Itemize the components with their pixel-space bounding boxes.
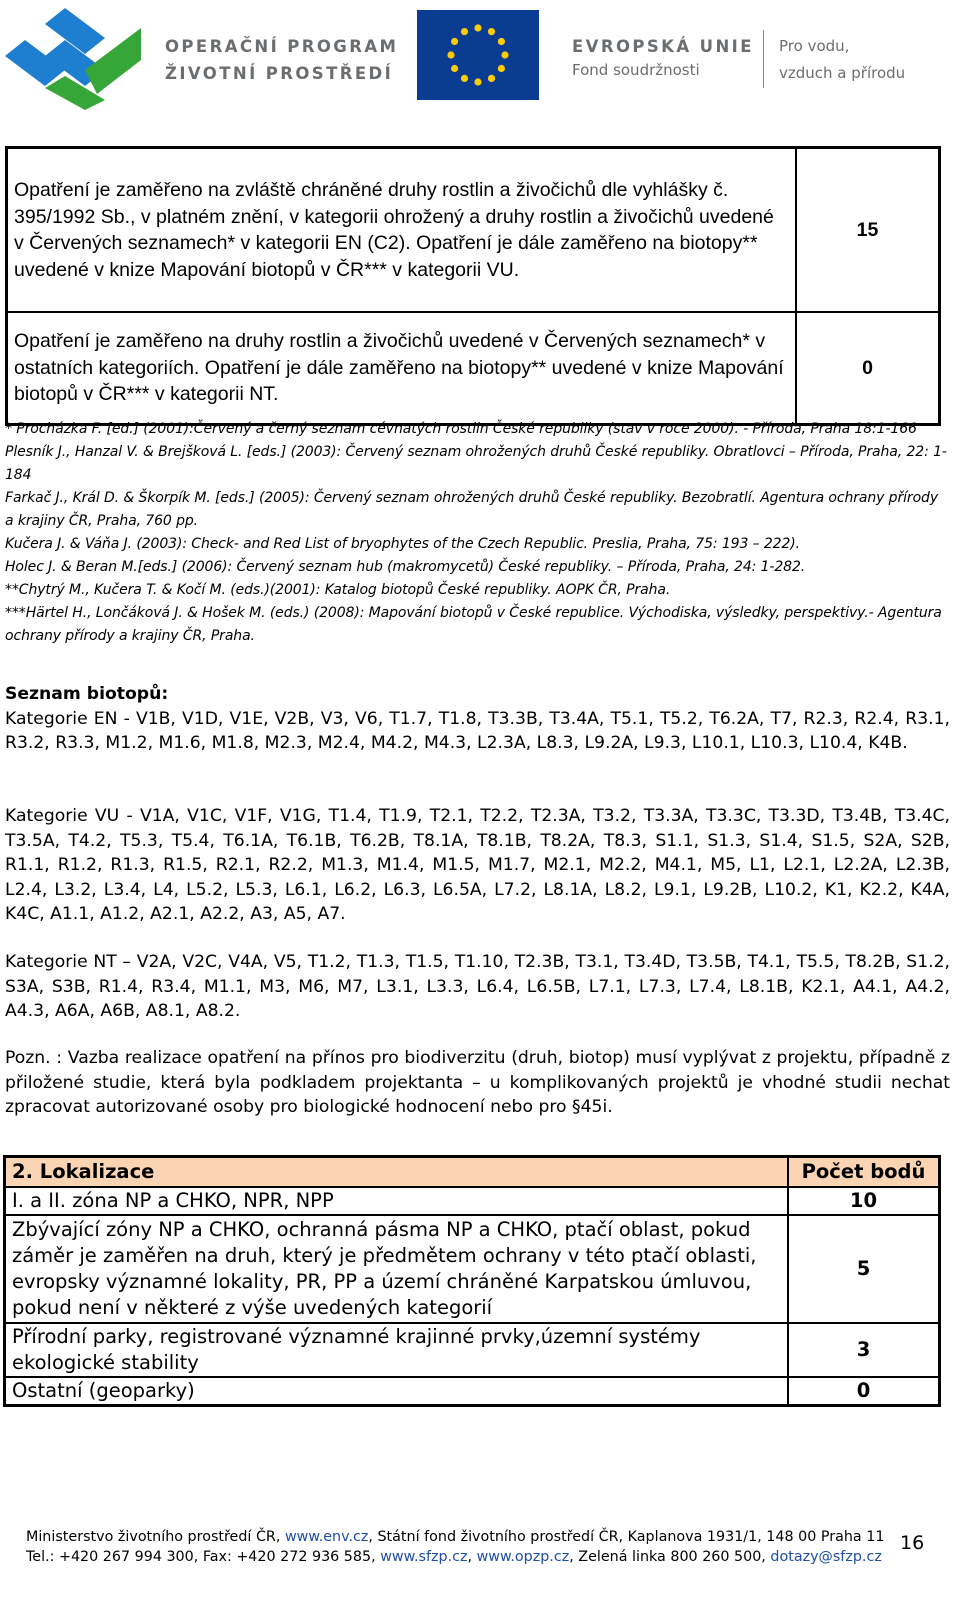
table-row (7, 312, 940, 425)
slogan-line2: vzduch a přírodu (779, 64, 906, 82)
reference-item: Farkač J., Král D. & Škorpík M. [eds.] (2005): Červený seznam ohrožených druhů České republiky. Bezobratlí. Agentura ochrany přírody a krajiny ČR, Praha, 760 pp. (5, 490, 939, 529)
footer-line2 (26, 1547, 884, 1567)
page-header (0, 0, 960, 115)
eu-title: EVROPSKÁ UNIE (572, 37, 754, 56)
footer-text: , Státní fond životního prostředí ČR, Kaplanova 1931/1, 148 00 Praha 11 (368, 1529, 885, 1545)
link-email[interactable]: dotazy@sfzp.cz (770, 1549, 882, 1565)
row-points: 5 (788, 1215, 940, 1323)
op-title-line1: OPERAČNÍ PROGRAM (165, 37, 399, 56)
reference-item: Plesník J., Hanzal V. & Brejšková L. [eds.] (2003): Červený seznam ohrožených druhů České republiky. Obratlovci – Příroda, Praha, 22: 1-184 (5, 444, 947, 483)
reference-item: Holec J. & Beran M.[eds.] (2006): Červený seznam hub (makromycetů) České republiky. – Příroda, Praha, 24: 1-282. (5, 559, 806, 575)
row-description: Opatření je zaměřeno na druhy rostlin a živočichů uvedené v Červených seznamech* v ostatních kategoriích. Opatření je dále zaměřeno na biotopy** uvedené v knize Mapování biotopů v ČR*** v kategorii NT. (7, 312, 797, 425)
footer-line1 (26, 1527, 884, 1547)
row-points: 0 (788, 1377, 940, 1406)
note-text: Pozn. : Vazba realizace opatření na přínos pro biodiverzitu (druh, biotop) musí vyplývat z projektu, případně z přiložené studie, která byla podkladem projektanta – u komplikovaných projektů je vhodné studii nechat zpracovat autorizované osoby pro biologické hodnocení nebo pro §45i. (5, 1048, 950, 1117)
references (5, 418, 950, 648)
slogan-line1: Pro vodu, (779, 37, 850, 55)
header-divider (763, 30, 764, 88)
row-points: 15 (796, 148, 940, 313)
eu-flag-icon (417, 10, 539, 100)
link-opzp[interactable]: www.opzp.cz (476, 1549, 570, 1565)
reference-item: **Chytrý M., Kučera T. & Kočí M. (eds.)(2001): Katalog biotopů České republiky. AOPK ČR, Praha. (5, 582, 671, 598)
header-location: 2. Lokalizace (5, 1157, 789, 1188)
table-row (5, 1215, 940, 1323)
page-number: 16 (900, 1532, 925, 1554)
table-row (5, 1323, 940, 1377)
header-points: Počet bodů (788, 1157, 940, 1188)
row-points: 10 (788, 1187, 940, 1215)
biotope-list-title: Seznam biotopů: (5, 684, 169, 704)
points-table-biodiversity (5, 146, 941, 426)
op-title (165, 33, 398, 87)
footer-text: , (467, 1549, 477, 1565)
row-points: 0 (796, 312, 940, 425)
biotope-category-en: Kategorie EN - V1B, V1D, V1E, V2B, V3, V6, T1.7, T1.8, T3.3B, T3.4A, T5.1, T5.2, T6.2A, T7, R2.3, R2.4, R3.1, R3.2, R3.3, M1.2, M1.6, M1.8, M2.3, M2.4, M4.2, M4.3, L2.3A, L8.3, L9.2A, L9.3, L10.1, L10.3, L10.4, K4B. (5, 708, 950, 753)
row-description: Zbývající zóny NP a CHKO, ochranná pásma NP a CHKO, ptačí oblast, pokud záměr je zaměřen na druh, který je předmětem ochrany v této ptačí oblasti, evropsky významné lokality, PR, PP a území chráněné Karpatskou úmluvou, pokud není v některé z výše uvedených kategorií (5, 1215, 789, 1323)
row-description: I. a II. zóna NP a CHKO, NPR, NPP (5, 1187, 789, 1215)
table-row (7, 148, 940, 313)
link-sfzp[interactable]: www.sfzp.cz (380, 1549, 468, 1565)
points-table-location (3, 1155, 941, 1407)
op-zp-logo-icon (5, 4, 145, 110)
reference-item: ***Härtel H., Lončáková J. & Hošek M. (eds.) (2008): Mapování biotopů v České republice. Východiska, výsledky, perspektivy.- Agentura ochrany přírody a krajiny ČR, Praha. (5, 605, 942, 644)
op-title-line2: ŽIVOTNÍ PROSTŘEDÍ (165, 64, 394, 83)
eu-subtitle: Fond soudržnosti (572, 61, 700, 79)
link-env[interactable]: www.env.cz (284, 1529, 369, 1545)
biotope-category-nt-block (5, 950, 950, 1024)
footer-text: Ministerstvo životního prostředí ČR, (26, 1529, 285, 1545)
table-row (5, 1377, 940, 1406)
footer-text: , Zelená linka 800 260 500, (569, 1549, 771, 1565)
page-footer (26, 1527, 884, 1567)
footer-text: Tel.: +420 267 994 300, Fax: +420 272 936 585, (26, 1549, 381, 1565)
reference-item: * Procházka F. [ed.] (2001):Červený a černý seznam cévnatých rostlin České republiky (stav v roce 2000). - Příroda, Praha 18:1-166 (5, 421, 917, 437)
row-description: Přírodní parky, registrované významné krajinné prvky,územní systémy ekologické stability (5, 1323, 789, 1377)
biotope-category-vu-block (5, 804, 950, 927)
biotope-category-vu: Kategorie VU - V1A, V1C, V1F, V1G, T1.4, T1.9, T2.1, T2.2, T2.3A, T3.2, T3.3A, T3.3C, T3.3D, T3.4B, T3.4C, T3.5A, T4.2, T5.3, T5.4, T6.1A, T6.1B, T6.2B, T8.1A, T8.1B, T8.2A, T8.3, S1.1, S1.3, S1.4, S1.5, S2A, S2B, R1.1, R1.2, R1.3, R1.5, R2.1, R2.2, M1.3, M1.4, M1.5, M1.7, M2.1, M2.2, M4.1, M5, L1, L2.1, L2.2A, L2.3B, L2.4, L3.2, L3.4, L4, L5.2, L5.3, L6.1, L6.2, L6.3, L6.5A, L7.2, L8.1A, L8.2, L9.1, L9.2B, L10.2, K1, K2.2, K4A, K4C, A1.1, A1.2, A2.1, A2.2, A3, A5, A7. (5, 806, 950, 924)
table-row (5, 1187, 940, 1215)
row-description: Opatření je zaměřeno na zvláště chráněné druhy rostlin a živočichů dle vyhlášky č. 395/1992 Sb., v platném znění, v kategorii ohrožený a druhy rostlin a živočichů uvedené v Červených seznamech* v kategorii EN (C2). Opatření je dále zaměřeno na biotopy** uvedené v knize Mapování biotopů v ČR*** v kategorii VU. (7, 148, 797, 313)
note-block (5, 1046, 950, 1120)
row-points: 3 (788, 1323, 940, 1377)
biotope-list (5, 682, 950, 756)
row-description: Ostatní (geoparky) (5, 1377, 789, 1406)
slogan (779, 33, 905, 87)
reference-item: Kučera J. & Váňa J. (2003): Check- and Red List of bryophytes of the Czech Republic. Preslia, Praha, 75: 193 – 222). (5, 536, 800, 552)
biotope-category-nt: Kategorie NT – V2A, V2C, V4A, V5, T1.2, T1.3, T1.5, T1.10, T2.3B, T3.1, T3.4D, T3.5B, T4.1, T5.5, T8.2B, S1.2, S3A, S3B, R1.4, R3.4, M1.1, M3, M6, M7, L3.1, L3.3, L6.4, L6.5B, L7.1, L7.3, L7.4, L8.1B, K2.1, A4.1, A4.2, A4.3, A6A, A6B, A8.1, A8.2. (5, 952, 950, 1021)
table-header-row (5, 1157, 940, 1188)
